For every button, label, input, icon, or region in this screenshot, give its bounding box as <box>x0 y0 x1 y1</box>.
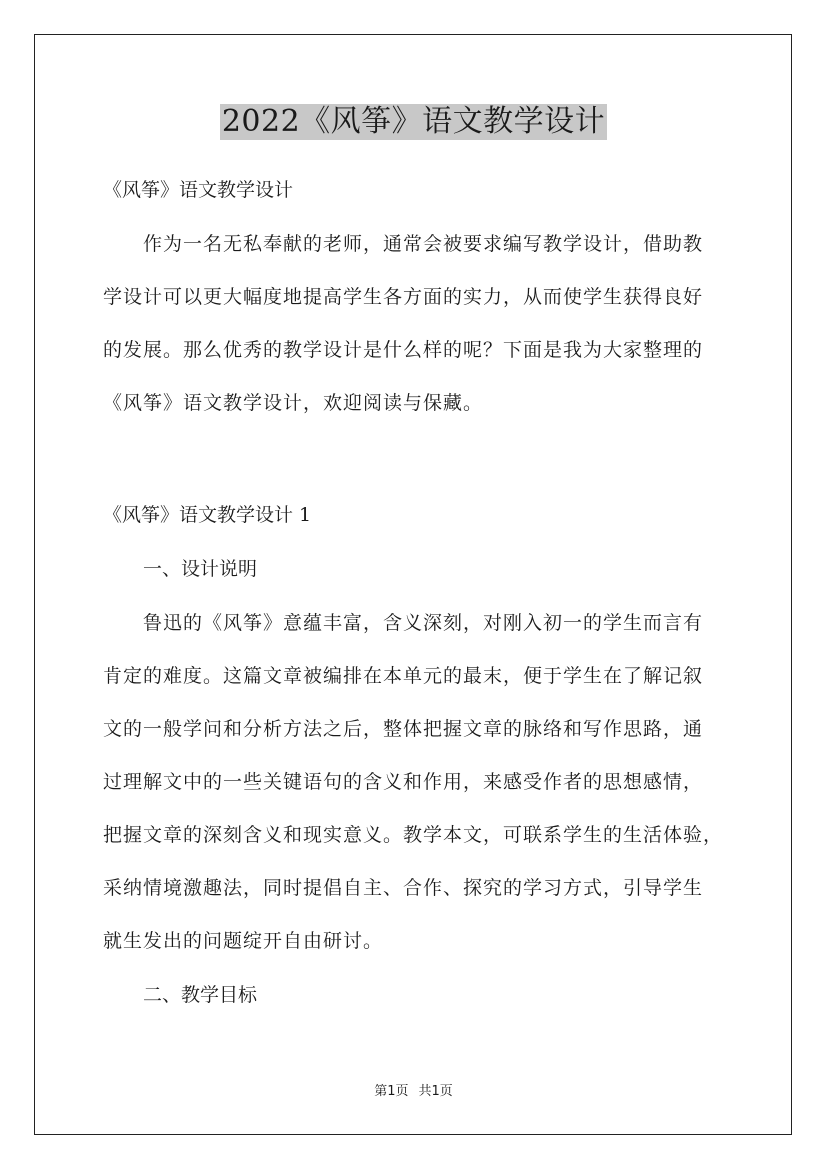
intro-line: 的发展。那么优秀的教学设计是什么样的呢？下面是我为大家整理的 <box>103 339 704 361</box>
document-title: 2022《风筝》语文教学设计 <box>221 104 606 139</box>
heading-design-notes: 一、设计说明 <box>143 558 258 580</box>
body-line: 鲁迅的《风筝》意蕴丰富，含义深刻，对刚入初一的学生而言有 <box>143 612 704 634</box>
section-title: 《风筝》语文教学设计 1 <box>103 504 312 526</box>
body-line: 文的一般学问和分析方法之后，整体把握文章的脉络和写作思路，通 <box>103 718 704 740</box>
body-line: 肯定的难度。这篇文章被编排在本单元的最末，便于学生在了解记叙 <box>103 665 704 687</box>
subtitle: 《风筝》语文教学设计 <box>103 179 294 201</box>
page-number: 第1页 <box>374 1084 409 1099</box>
page-total: 共1页 <box>418 1084 453 1099</box>
body-line: 就生发出的问题绽开自由研讨。 <box>103 930 384 952</box>
heading-teaching-goals: 二、教学目标 <box>143 984 258 1006</box>
design-notes-paragraph <box>103 608 743 956</box>
body-line: 过理解文中的一些关键语句的含义和作用，来感受作者的思想感情， <box>103 771 704 793</box>
intro-line: 《风筝》语文教学设计，欢迎阅读与保藏。 <box>103 392 484 414</box>
intro-line: 学设计可以更大幅度地提高学生各方面的实力，从而使学生获得良好 <box>103 286 704 308</box>
intro-line: 作为一名无私奉献的老师，通常会被要求编写教学设计，借助教 <box>143 233 704 255</box>
document-body <box>103 175 743 1010</box>
body-line: 采纳情境激趣法，同时提倡自主、合作、探究的学习方式，引导学生 <box>103 877 704 899</box>
intro-paragraph <box>103 229 743 418</box>
body-line: 把握文章的深刻含义和现实意义。教学本文，可联系学生的生活体验， <box>103 824 724 846</box>
title-container <box>0 104 827 140</box>
page-footer <box>0 1083 827 1101</box>
